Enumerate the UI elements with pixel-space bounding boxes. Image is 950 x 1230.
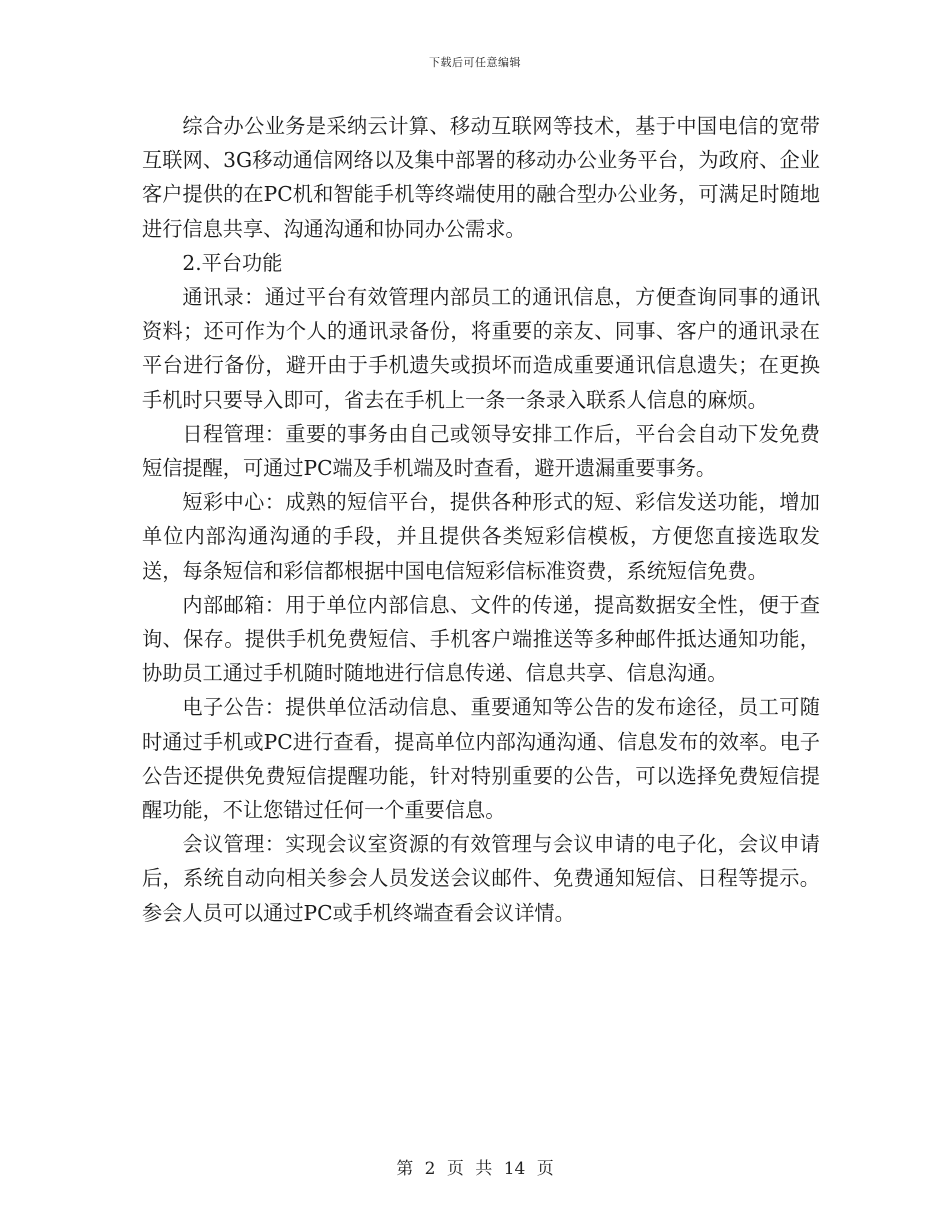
paragraph-sms-mms-center: 短彩中心：成熟的短信平台，提供各种形式的短、彩信发送功能，增加单位内部沟通沟通的手段，并且提供各类短彩信模板，方便您直接选取发送，每条短信和彩信都根据中国电信短彩信标准资费，系统短信免费。 bbox=[142, 490, 820, 583]
page-footer: 第 2 页 共 14 页 bbox=[396, 1159, 554, 1179]
section-heading-platform-functions: 2.平台功能 bbox=[182, 250, 283, 275]
paragraph-schedule: 日程管理：重要的事务由自己或领导安排工作后，平台会自动下发免费短信提醒，可通过PC端及手机端及时查看，避开遗漏重要事务。 bbox=[142, 421, 820, 481]
paragraph-intro: 综合办公业务是采纳云计算、移动互联网等技术，基于中国电信的宽带互联网、3G移动通信网络以及集中部署的移动办公业务平台，为政府、企业客户提供的在PC机和智能手机等终端使用的融合型办公业务，可满足时随地进行信息共享、沟通沟通和协同办公需求。 bbox=[142, 114, 820, 241]
paragraph-meeting-management: 会议管理：实现会议室资源的有效管理与会议申请的电子化，会议申请后，系统自动向相关参会人员发送会议邮件、免费通知短信、日程等提示。参会人员可以通过PC或手机终端查看会议详情。 bbox=[142, 832, 820, 925]
paragraph-internal-mailbox: 内部邮箱：用于单位内部信息、文件的传递，提高数据安全性，便于查询、保存。提供手机免费短信、手机客户端推送等多种邮件抵达通知功能，协助员工通过手机随时随地进行信息传递、信息共享、信息沟通。 bbox=[142, 592, 820, 686]
document-body bbox=[142, 109, 820, 930]
paragraph-electronic-notice: 电子公告：提供单位活动信息、重要通知等公告的发布途径，员工可随时通过手机或PC进行查看，提高单位内部沟通沟通、信息发布的效率。电子公告还提供免费短信提醒功能，针对特别重要的公告，可以选择免费短信提醒功能，不让您错过任何一个重要信息。 bbox=[142, 695, 820, 823]
page-header: 下载后可任意编辑 bbox=[429, 56, 521, 69]
paragraph-contacts: 通讯录：通过平台有效管理内部员工的通讯信息，方便查询同事的通讯资料；还可作为个人的通讯录备份，将重要的亲友、同事、客户的通讯录在平台进行备份，避开由于手机遗失或损坏而造成重要通讯信息遗失；在更换手机时只要导入即可，省去在手机上一条一条录入联系人信息的麻烦。 bbox=[142, 285, 820, 412]
